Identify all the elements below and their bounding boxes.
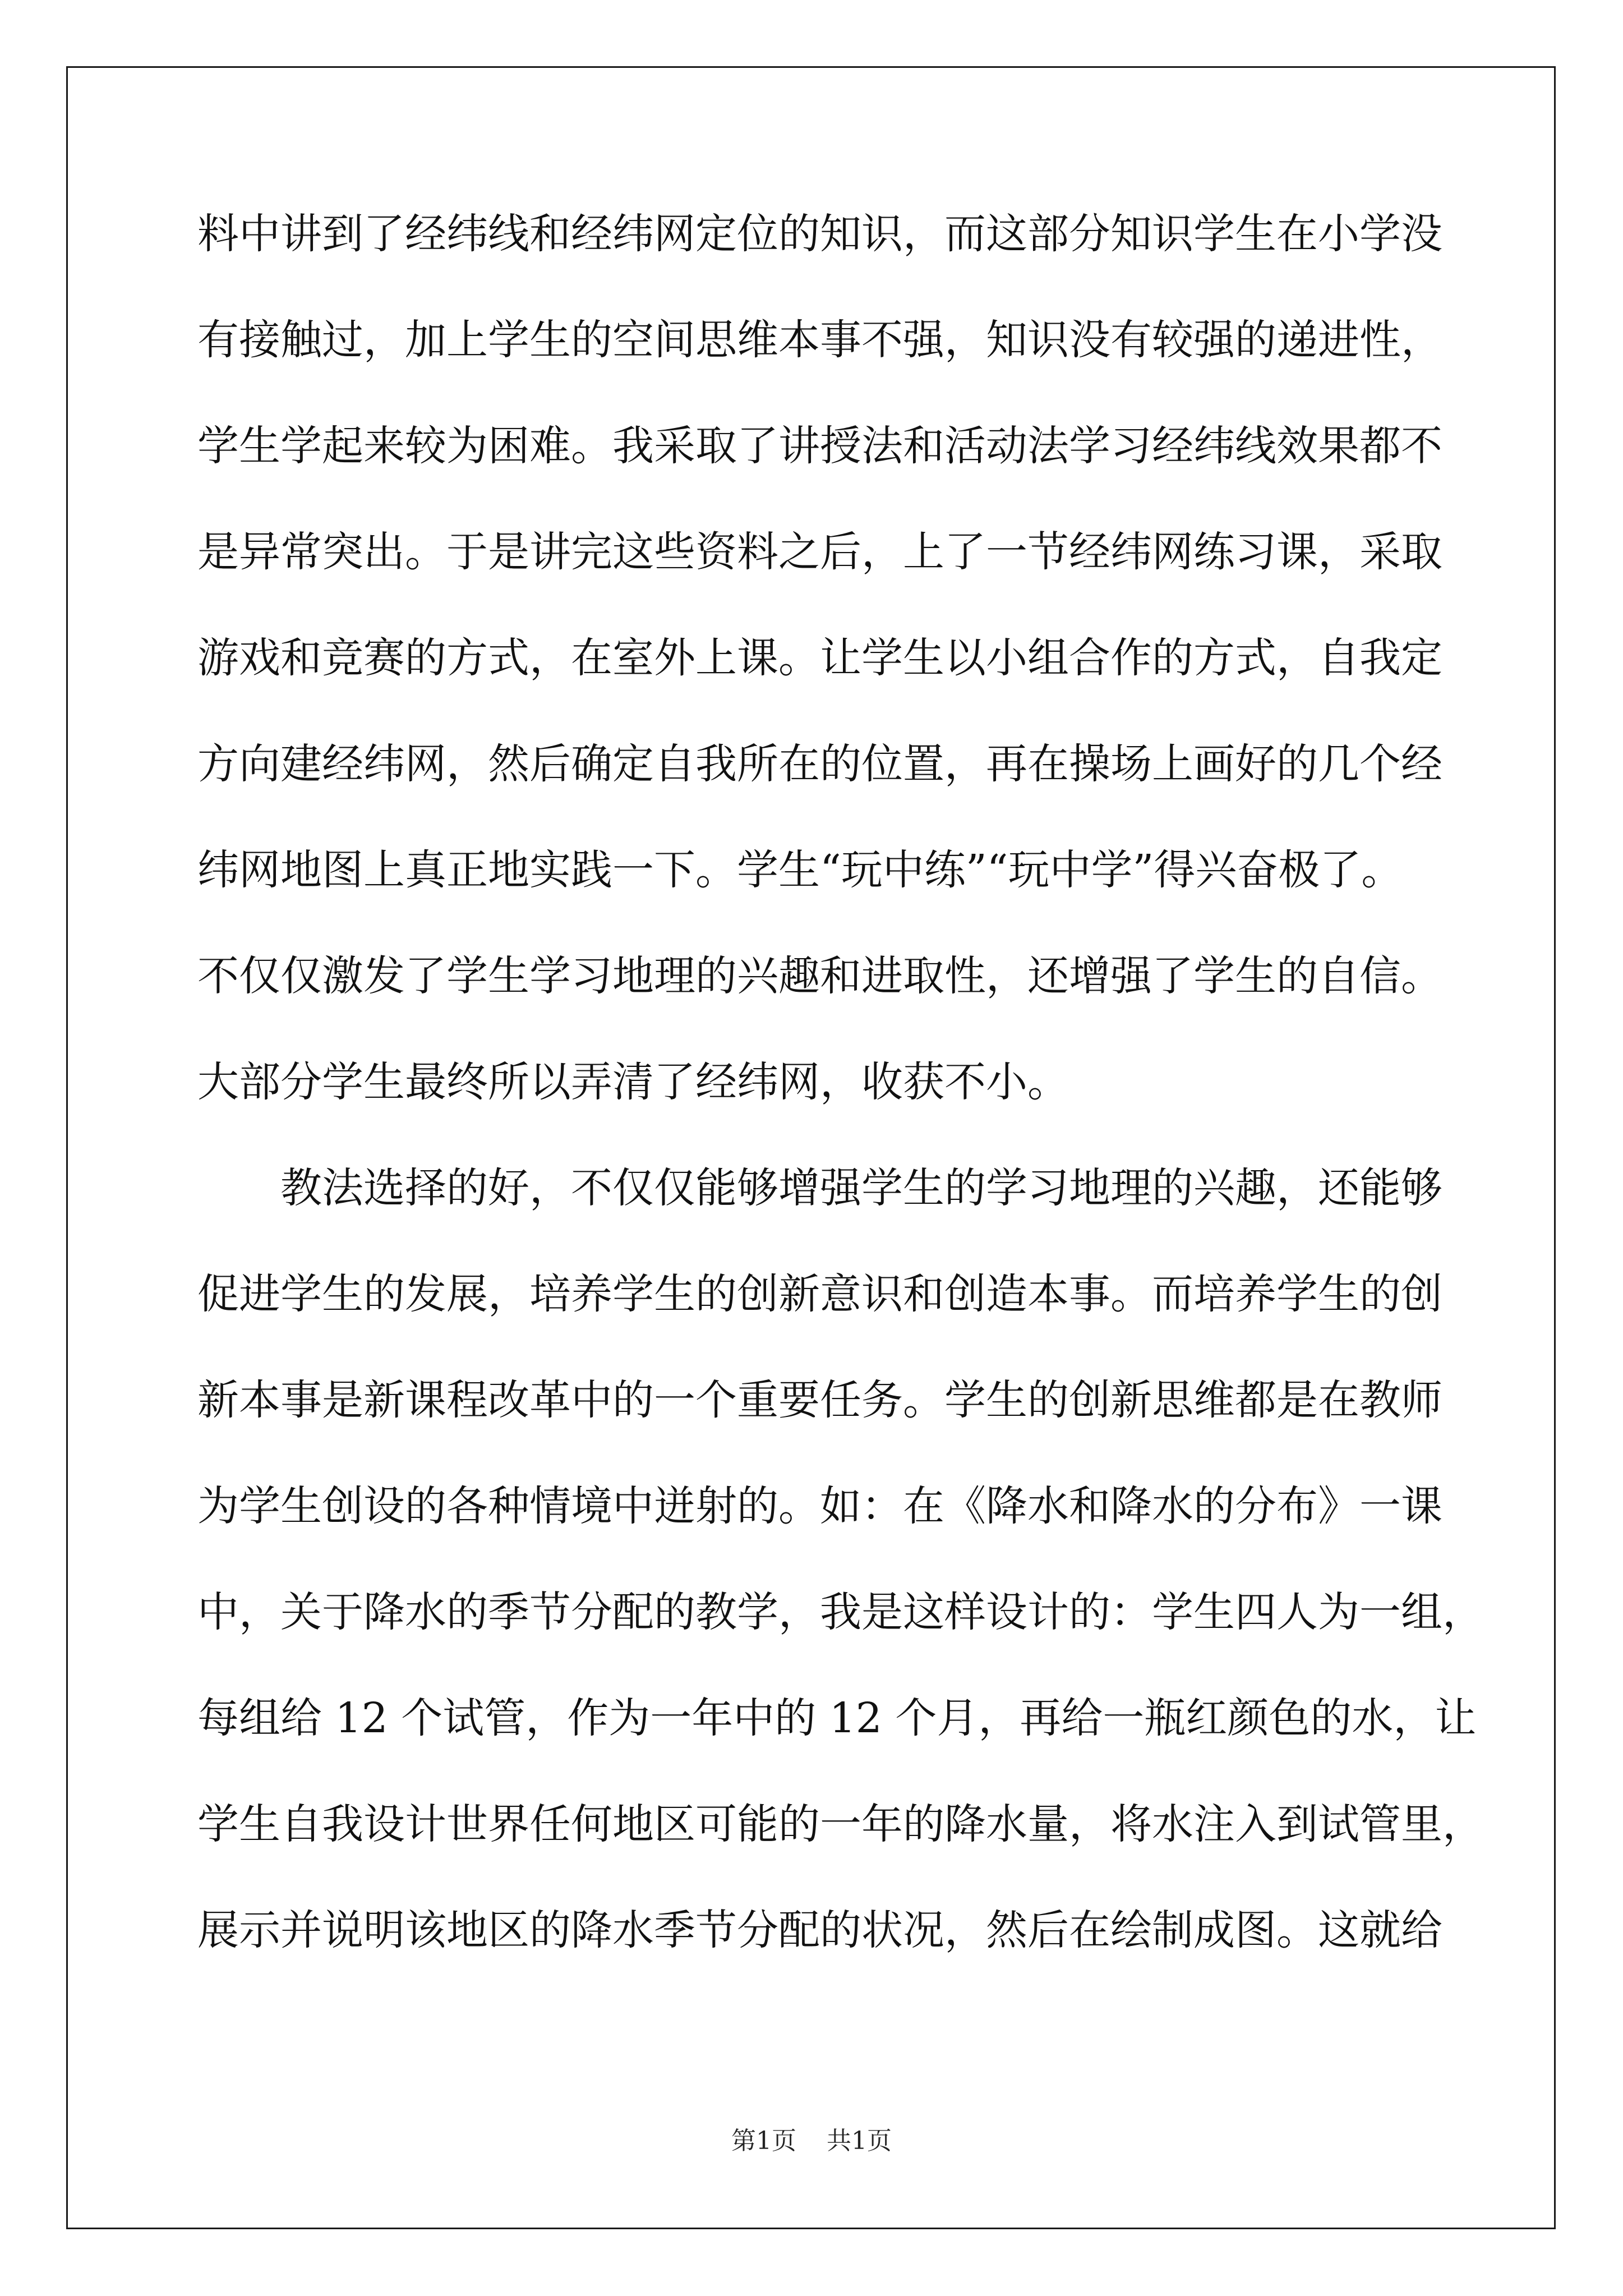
text-line: 是异常突出。于是讲完这些资料之后，上了一节经纬网练习课，采取: [197, 528, 1442, 576]
page-number: 第1页: [731, 2127, 796, 2155]
document-body: [197, 210, 1484, 2016]
page-total: 共1页: [827, 2127, 892, 2155]
text-line: 中，关于降水的季节分配的教学，我是这样设计的：学生四人为一组，: [197, 1588, 1484, 1636]
text-line: 大部分学生最终所以弄清了经纬网，收获不小。: [197, 1058, 1069, 1106]
text-line: 学生自我设计世界任何地区可能的一年的降水量，将水注入到试管里，: [197, 1800, 1484, 1848]
text-line: 促进学生的发展，培养学生的创新意识和创造本事。而培养学生的创: [197, 1270, 1442, 1318]
text-line: 新本事是新课程改革中的一个重要任务。学生的创新思维都是在教师: [197, 1376, 1442, 1424]
paragraph-start-line: 教法选择的好，不仅仅能够增强学生的学习地理的兴趣，还能够: [280, 1164, 1442, 1212]
text-line: 有接触过，加上学生的空间思维本事不强，知识没有较强的递进性，: [197, 316, 1442, 364]
text-line: 每组给 12 个试管，作为一年中的 12 个月，再给一瓶红颜色的水，让: [197, 1694, 1477, 1742]
text-line: 方向建经纬网，然后确定自我所在的位置，再在操场上画好的几个经: [197, 740, 1442, 788]
text-line: 游戏和竞赛的方式，在室外上课。让学生以小组合作的方式，自我定: [197, 634, 1442, 682]
text-line: 不仅仅激发了学生学习地理的兴趣和进取性，还增强了学生的自信。: [197, 952, 1442, 1000]
text-line: 为学生创设的各种情境中迸射的。如：在《降水和降水的分布》一课: [197, 1482, 1442, 1530]
text-line: 学生学起来较为困难。我采取了讲授法和活动法学习经纬线效果都不: [197, 422, 1442, 470]
text-line: 展示并说明该地区的降水季节分配的状况，然后在绘制成图。这就给: [197, 1906, 1442, 1954]
text-line: 纬网地图上真正地实践一下。学生“玩中练”“玩中学”得兴奋极了。: [197, 846, 1403, 894]
text-line: 料中讲到了经纬线和经纬网定位的知识，而这部分知识学生在小学没: [197, 210, 1442, 258]
page-footer: [0, 2129, 1623, 2154]
